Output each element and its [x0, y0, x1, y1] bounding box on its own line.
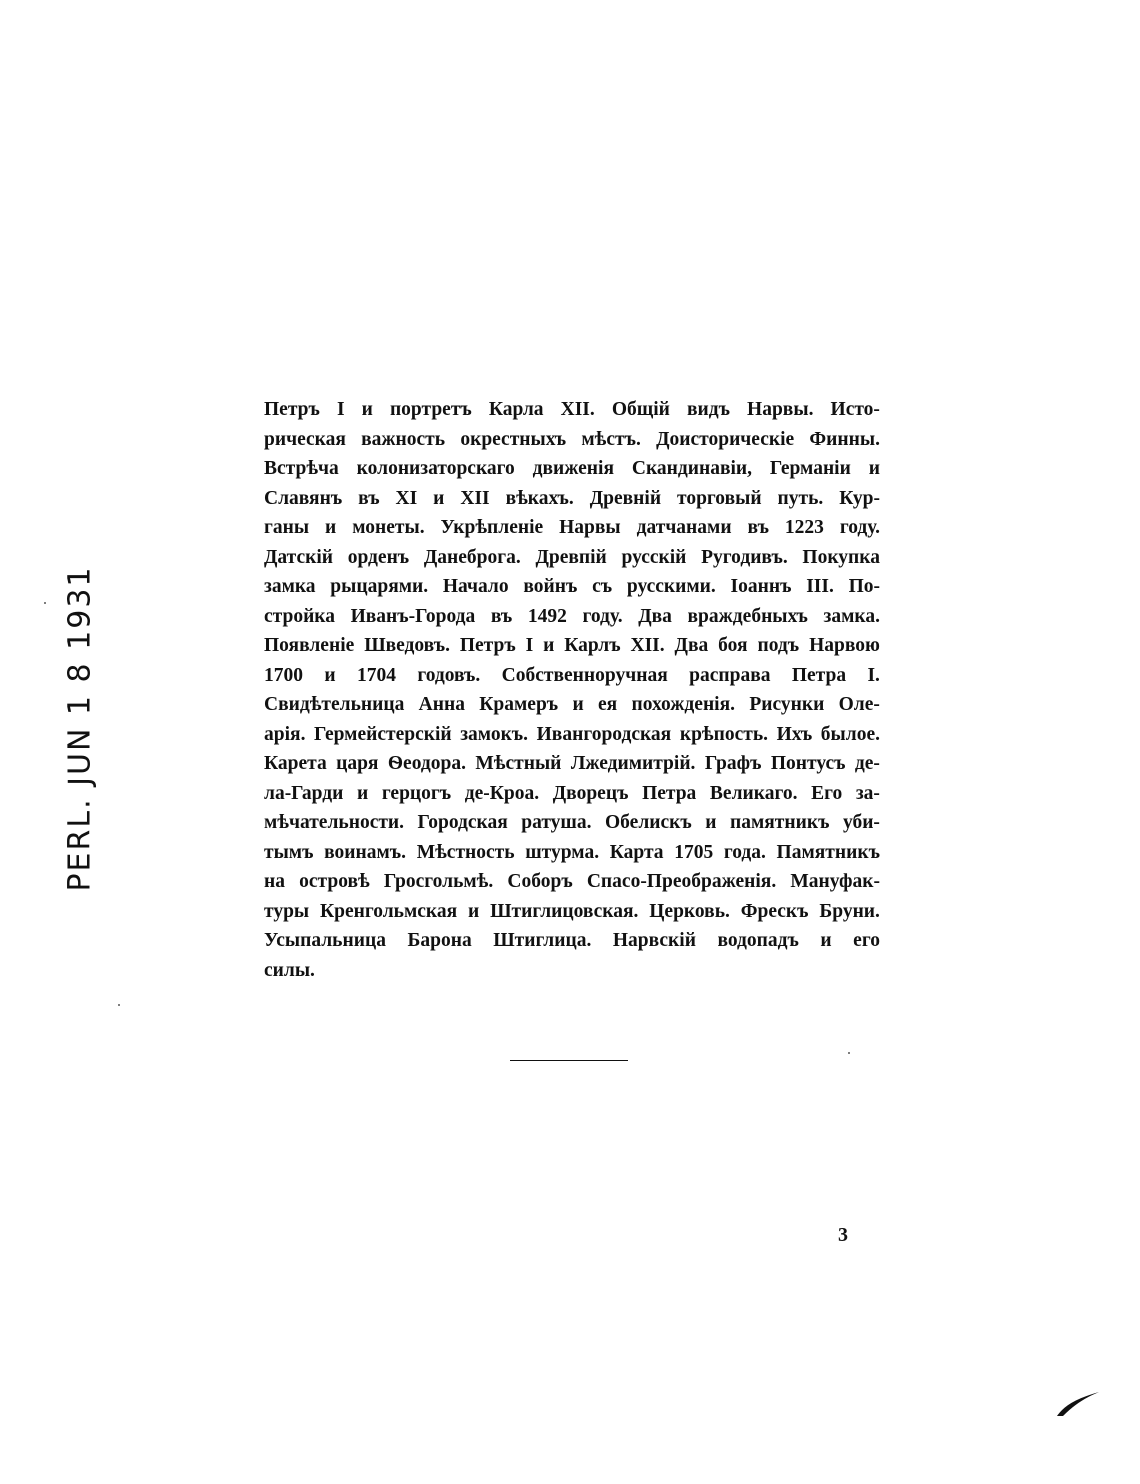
scan-speck: [118, 1004, 120, 1006]
text-line: Свидѣтельница Анна Крамеръ и ея похожденія. Рисунки Оле-: [264, 694, 880, 715]
text-line: Появленіе Шведовъ. Петръ I и Карлъ XII. Два боя подъ Нарвою: [264, 635, 880, 656]
text-line: Карета царя Ѳеодора. Мѣстный Лжедимитрій. Графъ Понтусъ де-: [264, 753, 880, 774]
text-line: мѣчательности. Городская ратуша. Обелискъ и памятникъ уби-: [264, 812, 880, 833]
text-line: стройка Иванъ-Города въ 1492 году. Два враждебныхъ замка.: [264, 605, 880, 627]
text-line: 1700 и 1704 годовъ. Собственноручная расправа Петра I.: [264, 664, 880, 686]
ink-mark: [1055, 1388, 1101, 1418]
text-line: Встрѣча колонизаторскаго движенія Скандинавіи, Германіи и: [264, 458, 880, 479]
library-date-stamp: [60, 564, 100, 892]
text-line: Датскій орденъ Данеброга. Древпій русскій Ругодивъ. Покупка: [264, 546, 880, 568]
scan-speck: [44, 602, 46, 604]
contents-paragraph: [264, 395, 880, 985]
text-line: ганы и монеты. Укрѣпленіе Нарвы датчанами въ 1223 году.: [264, 517, 880, 538]
text-line: на островѣ Гросгольмѣ. Соборъ Спасо-Преображенія. Мануфак-: [264, 871, 880, 892]
text-line: ла-Гарди и герцогъ де-Кроа. Дворецъ Петра Великаго. Его за-: [264, 782, 880, 804]
text-line: силы.: [264, 959, 315, 981]
stamp-text: PERL. JUN 1 8 1931: [62, 564, 98, 892]
page-number: 3: [838, 1224, 848, 1246]
text-line: Усыпальница Барона Штиглица. Нарвскій водопадъ и его: [264, 930, 880, 951]
text-line: Славянъ въ XI и XII вѣкахъ. Древній торговый путь. Кур-: [264, 487, 880, 509]
section-divider-rule: [510, 1060, 628, 1061]
text-line: замка рыцарями. Начало войнъ съ русскими. Іоаннъ III. По-: [264, 576, 880, 597]
text-line: рическая важность окрестныхъ мѣстъ. Доисторическіе Финны.: [264, 428, 880, 450]
scan-speck: [848, 1052, 850, 1054]
text-line: тымъ воинамъ. Мѣстность штурма. Карта 1705 года. Памятникъ: [264, 841, 880, 863]
text-line: Петръ I и портретъ Карла XII. Общій видъ Нарвы. Исто-: [264, 399, 880, 420]
text-line: туры Кренгольмская и Штиглицовская. Церковь. Фрескъ Бруни.: [264, 900, 880, 922]
text-line: арія. Гермейстерскій замокъ. Ивангородская крѣпость. Ихъ былое.: [264, 723, 880, 745]
